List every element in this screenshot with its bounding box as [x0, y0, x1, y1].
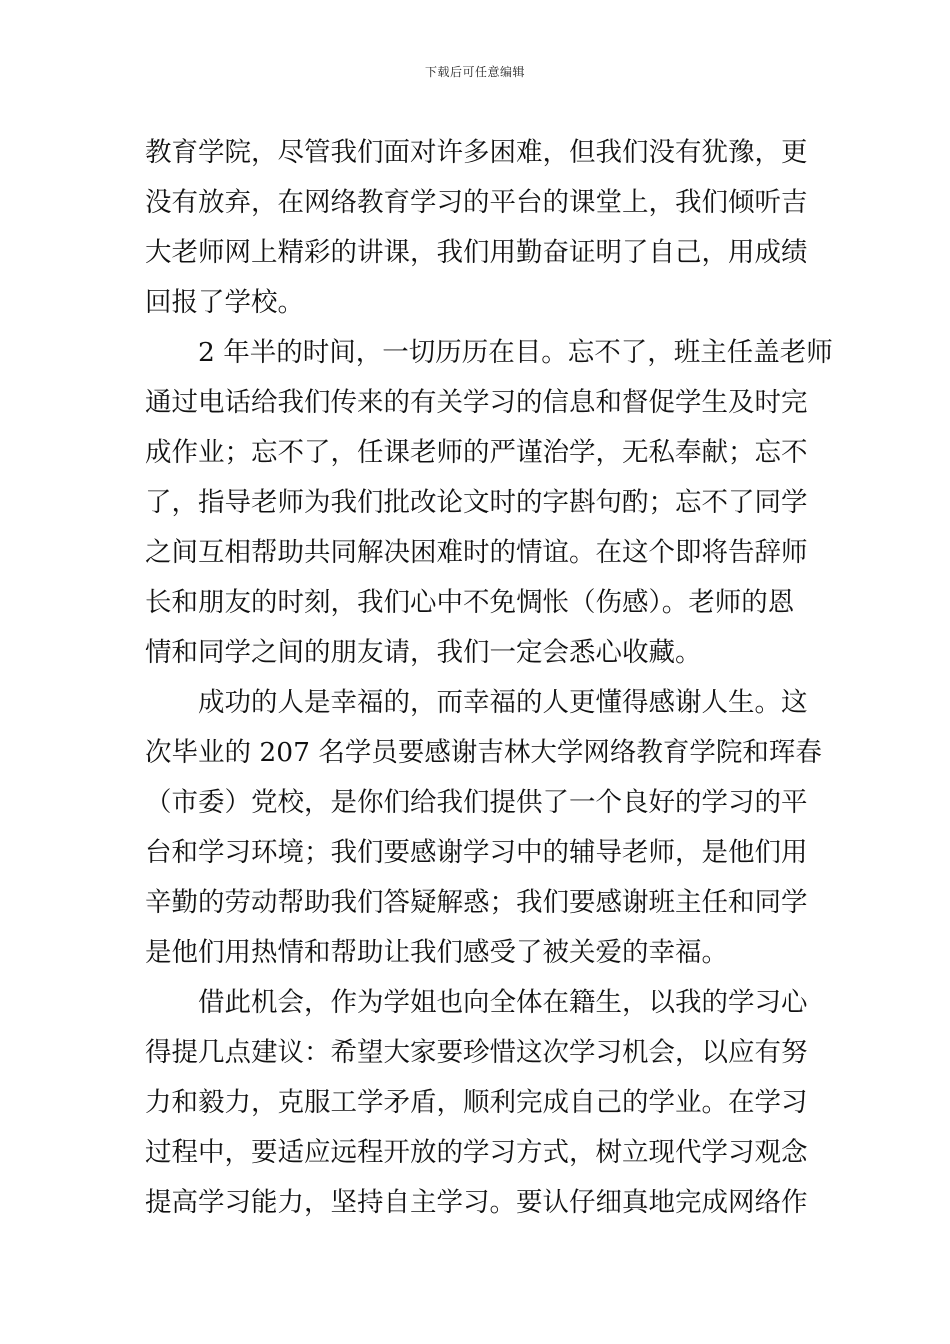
text-line: 成功的人是幸福的，而幸福的人更懂得感谢人生。这 — [198, 687, 808, 718]
paragraph-4 — [145, 978, 809, 1228]
document-body — [145, 128, 833, 1228]
text-line: （市委）党校，是你们给我们提供了一个良好的学习的平 — [145, 787, 808, 818]
text-line: 借此机会，作为学姐也向全体在籍生，以我的学习心 — [198, 987, 808, 1018]
paragraph-1 — [145, 128, 809, 328]
text-line: 是他们用热情和帮助让我们感受了被关爱的幸福。 — [145, 937, 728, 968]
paragraph-3 — [145, 678, 822, 978]
text-line: 情和同学之间的朋友请，我们一定会悉心收藏。 — [145, 637, 702, 668]
page-header: 下载后可任意编辑 — [424, 65, 525, 79]
text-line: 长和朋友的时刻，我们心中不免惆怅（伤感）。老师的恩 — [145, 587, 795, 618]
text-line: 没有放弃，在网络教育学习的平台的课堂上，我们倾听吉 — [145, 187, 808, 218]
text-line: 教育学院，尽管我们面对许多困难，但我们没有犹豫，更 — [145, 137, 808, 168]
text-line: 力和毅力，克服工学矛盾，顺利完成自己的学业。在学习 — [145, 1087, 808, 1118]
text-line: 提高学习能力，坚持自主学习。要认仔细真地完成网络作 — [145, 1187, 808, 1218]
text-line: 成作业；忘不了，任课老师的严谨治学，无私奉献；忘不 — [145, 437, 808, 468]
text-line: 过程中，要适应远程开放的学习方式，树立现代学习观念 — [145, 1137, 808, 1168]
text-line: 了，指导老师为我们批改论文时的字斟句酌；忘不了同学 — [145, 487, 808, 518]
text-line: 得提几点建议：希望大家要珍惜这次学习机会，以应有努 — [145, 1037, 808, 1068]
text-line: 通过电话给我们传来的有关学习的信息和督促学生及时完 — [145, 387, 808, 418]
text-line: 2 年半的时间，一切历历在目。忘不了，班主任盖老师 — [198, 337, 833, 368]
text-line: 台和学习环境；我们要感谢学习中的辅导老师，是他们用 — [145, 837, 808, 868]
text-line: 之间互相帮助共同解决困难时的情谊。在这个即将告辞师 — [145, 537, 808, 568]
text-line: 回报了学校。 — [145, 287, 304, 318]
paragraph-2 — [145, 328, 833, 678]
text-line: 次毕业的 207 名学员要感谢吉林大学网络教育学院和珲春 — [145, 737, 822, 768]
text-line: 辛勤的劳动帮助我们答疑解惑；我们要感谢班主任和同学 — [145, 887, 808, 918]
text-line: 大老师网上精彩的讲课，我们用勤奋证明了自己，用成绩 — [145, 237, 808, 268]
